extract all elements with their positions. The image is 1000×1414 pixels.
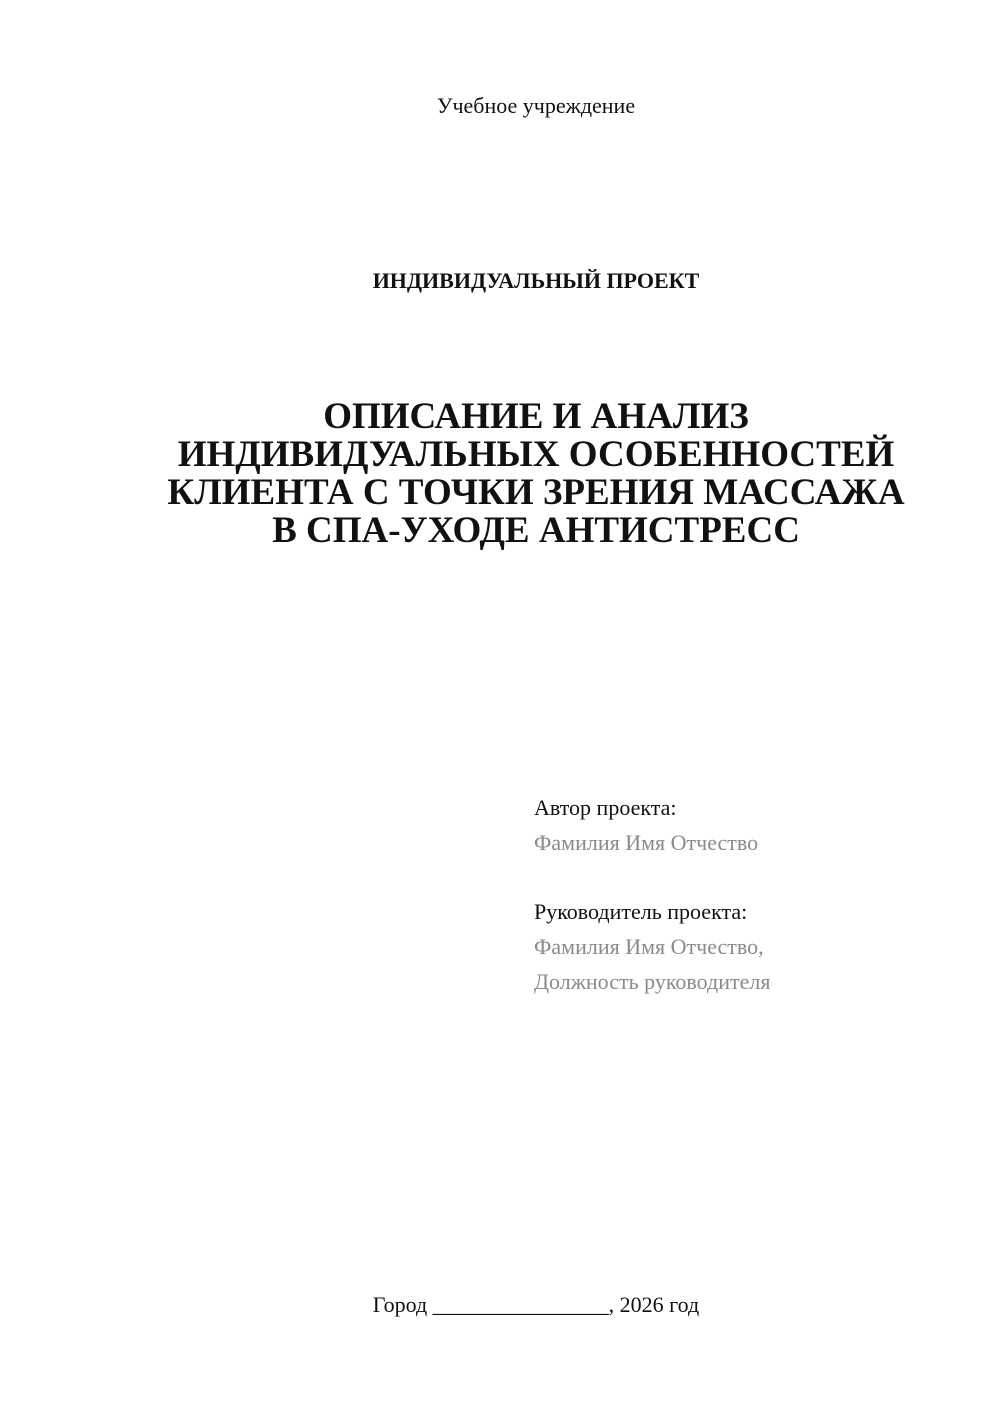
title-line: ИНДИВИДУАЛЬНЫХ ОСОБЕННОСТЕЙ	[177, 434, 895, 475]
supervisor-name: Фамилия Имя Отчество,	[534, 934, 764, 959]
title-line: ОПИСАНИЕ И АНАЛИЗ	[323, 396, 749, 437]
project-type: ИНДИВИДУАЛЬНЫЙ ПРОЕКТ	[372, 268, 700, 293]
project-title	[0, 398, 1000, 550]
city-year-line: Город ________________, 2026 год	[372, 1292, 700, 1317]
author-label: Автор проекта:	[534, 795, 677, 820]
title-line: В СПА-УХОДЕ АНТИСТРЕСС	[272, 510, 800, 551]
author-name: Фамилия Имя Отчество	[534, 830, 759, 855]
institution-name: Учебное учреждение	[436, 93, 636, 118]
info-spacer	[534, 860, 770, 894]
project-info-block	[534, 790, 770, 999]
supervisor-position: Должность руководителя	[534, 969, 771, 994]
supervisor-label: Руководитель проекта:	[534, 899, 748, 924]
title-line: КЛИЕНТА С ТОЧКИ ЗРЕНИЯ МАССАЖА	[167, 472, 905, 513]
